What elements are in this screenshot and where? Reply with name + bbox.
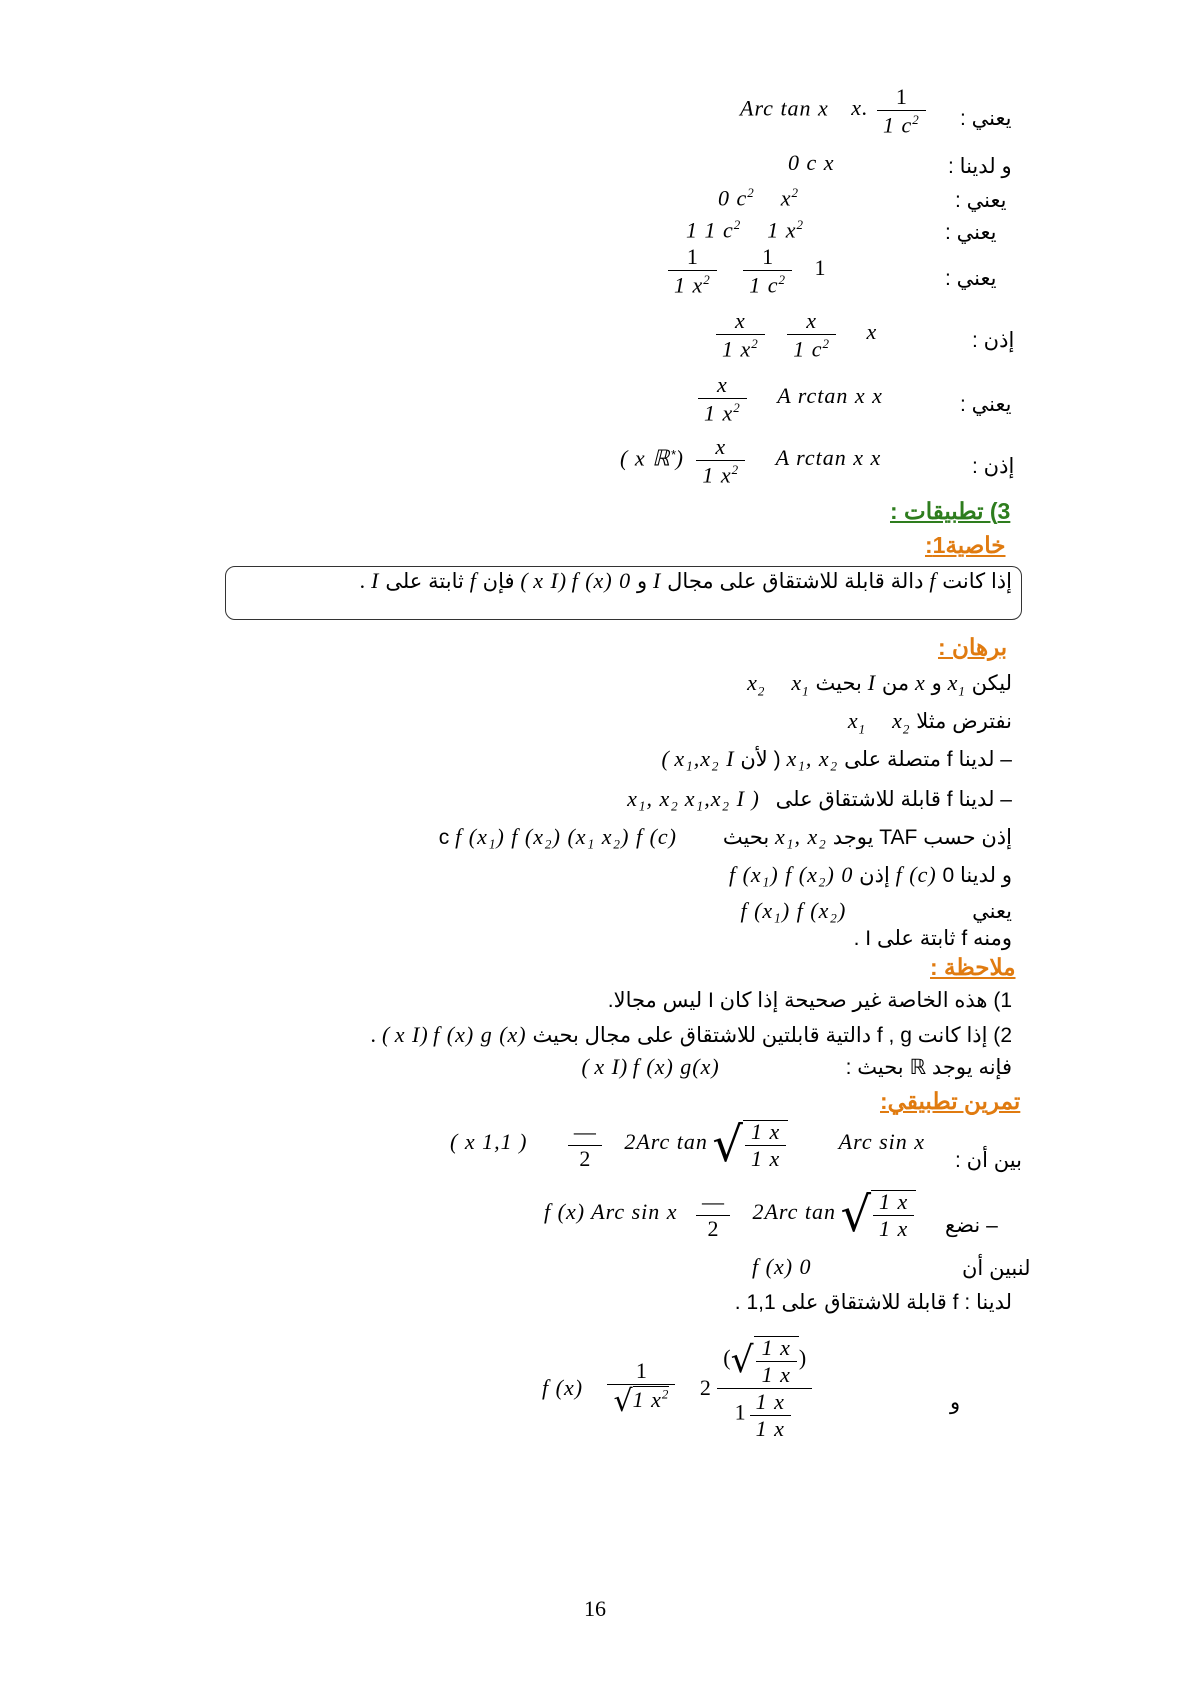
proof-line-7: يعني f (x₁) f (x₂) (740, 898, 1012, 923)
label-yaani-3: يعني : (945, 221, 997, 244)
exercise-line-2-math: f (x) Arc sin x $\frac{—}{2}$ 2Arc tan √ $\frac{1 x}{1 x}$ (544, 1190, 916, 1240)
exercise-line-4: لدينا : f قابلة للاشتقاق على 1,1 . (734, 1291, 1012, 1314)
property-title: خاصية1: (925, 532, 1006, 558)
exercise-wa: و (950, 1391, 961, 1414)
eq-line3: 0 $c^2$ $x^2$ (718, 185, 800, 211)
page-number: 16 (584, 1596, 606, 1621)
eq-line6: $\frac{x}{1 x^2}$ $\frac{x}{1 c^2}$ x (712, 310, 877, 360)
exercise-line-1-math: ( x 1,1 ) $\frac{—}{2}$ 2Arc tan √ $\frac{1 x}{1 x}$ Arc sin x (450, 1117, 926, 1173)
exercise-line-3-label: لنبين أن (962, 1257, 1031, 1280)
proof-line-6: و لدينا 0 f (c) إذن f (x₁) f (x₂) 0 (728, 862, 1012, 887)
section-applications-title: 3) تطبيقات : (890, 498, 1011, 524)
label-yaani-5: يعني : (960, 393, 1012, 416)
label-idhan-2: إذن : (972, 455, 1015, 478)
proof-line-4: – لدينا f قابلة للاشتقاق على x₁, x₂ x₁,x₂ I ) (627, 786, 1012, 811)
remark-3: فإنه يوجد ℝ بحيث : ( x I) f (x) g(x) (581, 1054, 1012, 1079)
label-ladayna-1: و لدينا : (948, 155, 1012, 178)
proof-line-2: نفترض مثلا $x_1$ $x_2$ (847, 708, 1012, 737)
eq-arctan-line1: Arc tan x x. $\frac{1}{1 c^2}$ (740, 86, 930, 136)
proof-line-8: ومنه f ثابتة على I . (853, 927, 1012, 950)
eq-line4: 1 1 $c^2$ 1 $x^2$ (686, 217, 805, 243)
exercise-line-1-label: بين أن : (955, 1149, 1022, 1172)
exercise-line-3-math: f (x) 0 (752, 1254, 812, 1279)
proof-line-5: إذن حسب TAF يوجد x₁, x₂ بحيث c f (x₁) f (x₂) (x₁ x₂) f (c) (438, 824, 1012, 849)
label-yaani-2: يعني : (955, 189, 1007, 212)
exercise-line-2-label: – نضع (945, 1214, 998, 1237)
exercise-derivative: f (x) $\frac{1}{√1 x^2}$ 2 (√ $\frac{1 x}{1 x}$ ) 1 $\frac{1 x}{1 x}$ (542, 1336, 816, 1440)
label-yaani-4: يعني : (945, 267, 997, 290)
proof-line-1: ليكن $x_1$ و x من I بحيث $x_2$ $x_1$ (747, 670, 1012, 699)
eq-line7: $\frac{x}{1 x^2}$ A rctan x x (694, 374, 883, 424)
label-idhan-1: إذن : (972, 329, 1015, 352)
exercise-title: تمرين تطبيقي: (880, 1088, 1021, 1114)
proof-title: برهان : (938, 634, 1008, 660)
remark-title: ملاحظة : (930, 954, 1016, 980)
remark-2: 2) إذا كانت f , g دالتية قابلتين للاشتقاق على مجال بحيث . ( x I) f (x) g (x) (370, 1022, 1012, 1047)
label-yaani-1: يعني : (960, 107, 1012, 130)
remark-1: 1) هذه الخاصة غير صحيحة إذا كان I ليس مجالا. (607, 989, 1012, 1012)
eq-line8: ( x ℝ*) $\frac{x}{1 x^2}$ A rctan x x (620, 434, 882, 488)
property-statement: إذا كانت f دالة قابلة للاشتقاق على مجال I و ( x I) f (x) 0 فإن f ثابتة على . I (360, 568, 1012, 593)
eq-line5: $\frac{1}{1 x^2}$ $\frac{1}{1 c^2}$ 1 (664, 246, 825, 296)
eq-line2: 0 c x (788, 150, 835, 175)
proof-line-3: – لدينا f متصلة على x₁, x₂ ( لأن ( x₁,x₂ I (661, 746, 1012, 771)
